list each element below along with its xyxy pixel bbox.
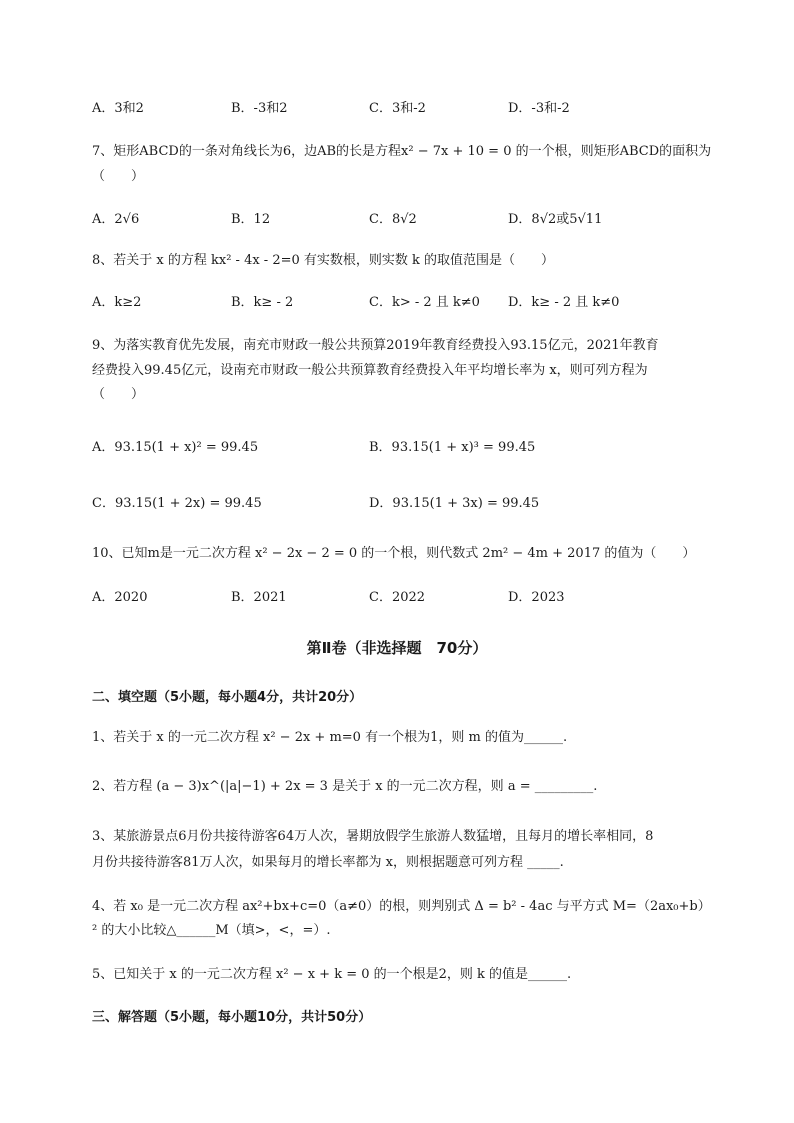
solve-section-heading: 三、解答题（5小题，每小题10分，共计50分） (92, 1010, 372, 1025)
q10-option-b: B．2021 (231, 590, 287, 605)
q8-option-b: B．k≥ - 2 (231, 295, 294, 310)
fill-q5: 5、已知关于 x 的一元二次方程 x² − x + k = 0 的一个根是2，则 k 的值是______. (92, 967, 572, 982)
q7-stem-line2: （ ） (92, 169, 145, 184)
q9-stem-line2: 经费投入99.45亿元，设南充市财政一般公共预算教育经费投入年平均增长率为 x，则可列方程为 (92, 363, 648, 378)
q9-stem-line3: （ ） (92, 387, 145, 402)
fill-section-heading: 二、填空题（5小题，每小题4分，共计20分） (92, 690, 363, 705)
fill-q3-line2: 月份共接待游客81万人次，如果每月的增长率都为 x，则根据题意可列方程 _____. (92, 855, 564, 870)
q8-stem: 8、若关于 x 的方程 kx² - 4x - 2=0 有实数根，则实数 k 的取值范围是（ ） (92, 253, 555, 268)
q9-option-b: B．93.15(1 + x)³ = 99.45 (369, 440, 536, 455)
q9-option-d: D．93.15(1 + 3x) = 99.45 (369, 496, 540, 511)
q7-option-c: C．8√2 (369, 212, 417, 227)
q6-option-a: A．3和2 (92, 101, 144, 116)
q10-option-c: C．2022 (369, 590, 426, 605)
q7-option-b: B．12 (231, 212, 271, 227)
fill-q1: 1、若关于 x 的一元二次方程 x² − 2x + m=0 有一个根为1，则 m 的值为______. (92, 730, 568, 745)
q7-stem-line1: 7、矩形ABCD的一条对角线长为6，边AB的长是方程x² − 7x + 10 = 0 的一个根，则矩形ABCD的面积为 (92, 144, 712, 159)
q6-option-c: C．3和-2 (369, 101, 426, 116)
fill-q2: 2、若方程 (a − 3)x^(|a|−1) + 2x = 3 是关于 x 的一元二次方程，则 a = _________. (92, 779, 598, 794)
q7-option-a: A．2√6 (92, 212, 140, 227)
fill-q3-line1: 3、某旅游景点6月份共接待游客64万人次，暑期放假学生旅游人数猛增，且每月的增长率相同，8 (92, 829, 654, 844)
q10-stem: 10、已知m是一元二次方程 x² − 2x − 2 = 0 的一个根，则代数式 2m² − 4m + 2017 的值为（ ） (92, 546, 696, 561)
q10-option-a: A．2020 (92, 590, 148, 605)
q9-stem-line1: 9、为落实教育优先发展，南充市财政一般公共预算2019年教育经费投入93.15亿元，2021年教育 (92, 338, 659, 353)
q8-option-d: D．k≥ - 2 且 k≠0 (508, 295, 620, 310)
q10-option-d: D．2023 (508, 590, 565, 605)
fill-q4-line1: 4、若 x₀ 是一元二次方程 ax²+bx+c=0（a≠0）的根，则判别式 Δ = b² - 4ac 与平方式 M=（2ax₀+b） (92, 899, 711, 914)
q6-option-b: B．-3和2 (231, 101, 288, 116)
fill-q4-line2: ² 的大小比较△______M（填>，<，=）. (92, 923, 331, 938)
q8-option-c: C．k> - 2 且 k≠0 (369, 295, 480, 310)
q9-option-a: A．93.15(1 + x)² = 99.45 (92, 440, 259, 455)
q9-option-c: C．93.15(1 + 2x) = 99.45 (92, 496, 262, 511)
q7-option-d: D．8√2或5√11 (508, 212, 603, 227)
q6-option-d: D．-3和-2 (508, 101, 570, 116)
q8-option-a: A．k≥2 (92, 295, 142, 310)
part2-title: 第Ⅱ卷（非选择题 70分） (306, 639, 488, 657)
